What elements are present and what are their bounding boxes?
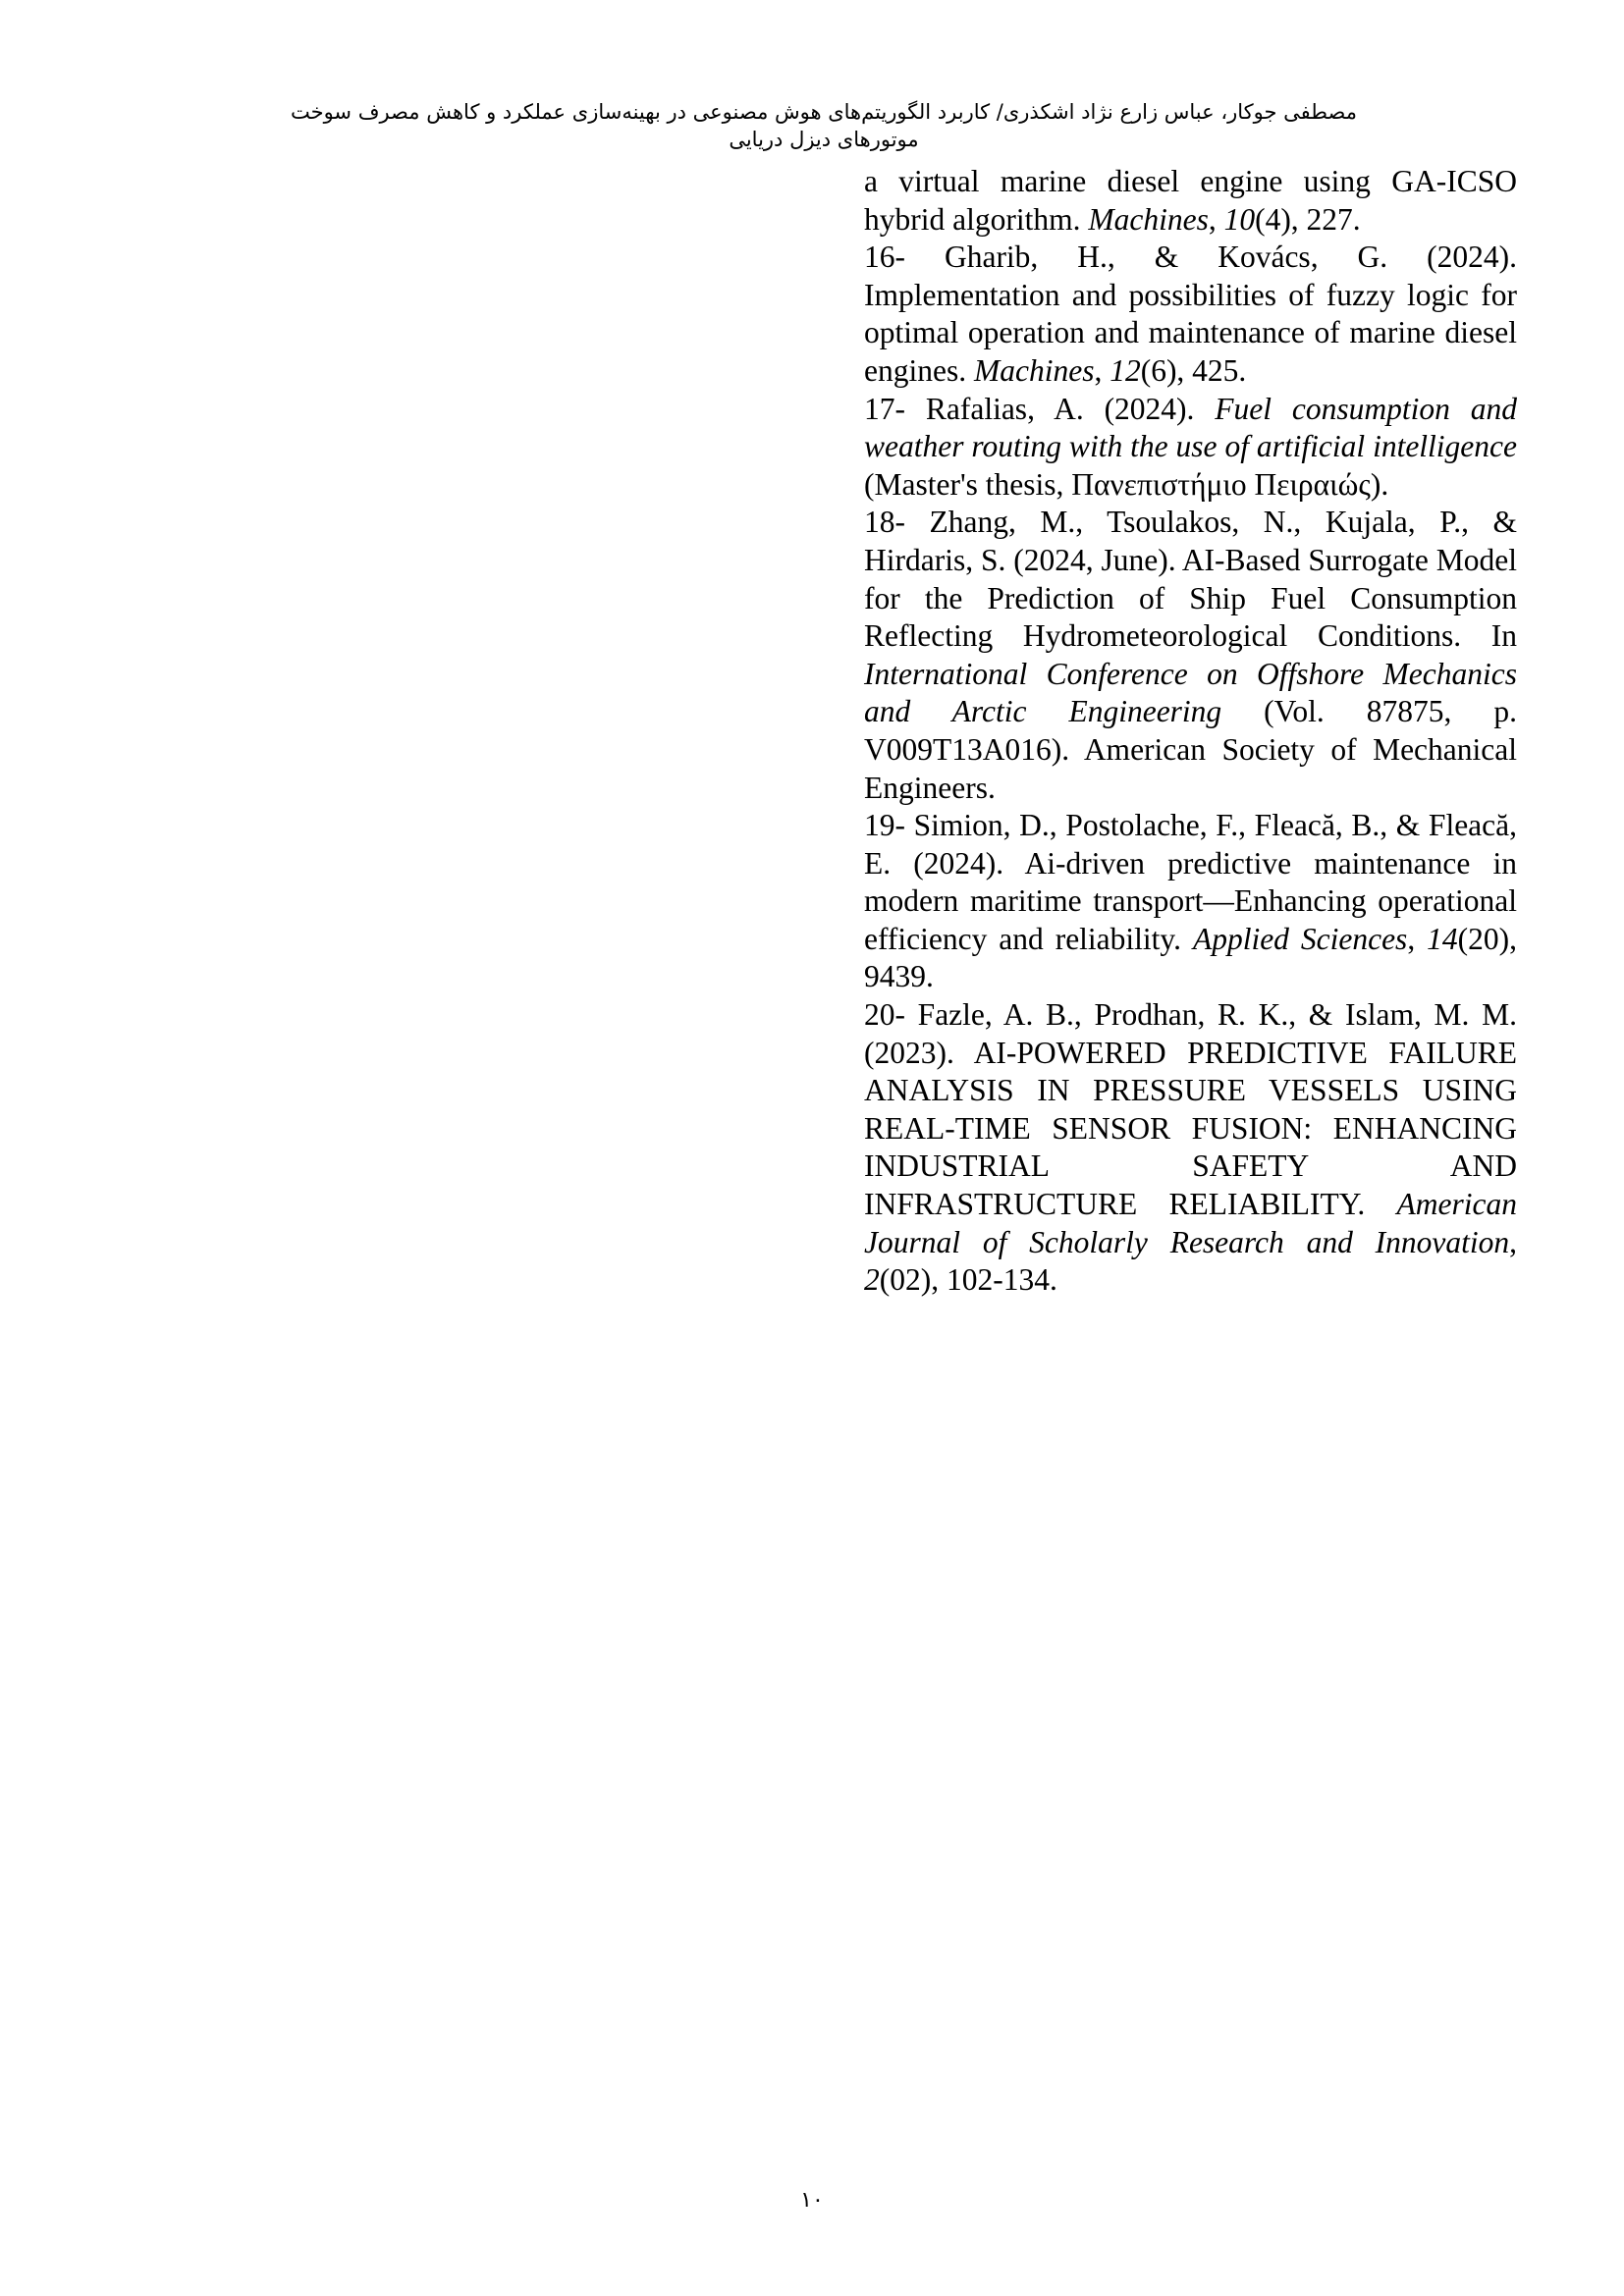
journal-name: Applied Sciences <box>1192 921 1408 956</box>
reference-item-20 <box>864 996 1517 1300</box>
reference-item-19 <box>864 807 1517 996</box>
reference-item-17 <box>864 391 1517 505</box>
reference-text: 16- Gharib, H., & Kovács, G. (2024). Implementation and possibilities of fuzzy logic for optimal operation and maintenance of marine diesel engines. <box>864 240 1517 388</box>
volume-number: 2 <box>864 1262 880 1298</box>
references-list <box>864 163 1517 1300</box>
reference-item-16 <box>864 239 1517 390</box>
header-divider <box>265 137 1382 138</box>
volume-number: 12 <box>1110 352 1141 388</box>
page-number: ١٠ <box>800 2188 824 2213</box>
issue-pages: (20), 9439. <box>864 921 1517 994</box>
journal-name: Machines <box>973 352 1095 388</box>
issue-pages: (02), 102-134. <box>879 1262 1057 1298</box>
conference-name: International Conference on Offshore Mechanics and Arctic Engineering <box>864 656 1517 729</box>
reference-text: 19- Simion, D., Postolache, F., Fleacă, B., & Fleacă, E. (2024). Ai-driven predictive maintenance in modern maritime transport—Enhancing operational efficiency and reliability. <box>864 808 1517 956</box>
reference-item-18 <box>864 504 1517 807</box>
journal-name: Machines <box>1088 201 1209 237</box>
separator: , <box>1094 352 1110 388</box>
separator: , <box>1407 921 1428 956</box>
journal-name: American Journal of Scholarly Research and Innovation <box>864 1187 1517 1259</box>
separator: , <box>1509 1224 1517 1259</box>
reference-item-15-continued <box>864 163 1517 239</box>
thesis-details: (Master's thesis, Πανεπιστήμιο Πειραιώς). <box>864 466 1389 502</box>
reference-authors: 17- Rafalias, A. (2024). <box>864 391 1216 426</box>
publication-details: (Vol. 87875, p. V009T13A016). American Society of Mechanical Engineers. <box>864 694 1517 805</box>
volume-number: 14 <box>1427 921 1458 956</box>
reference-text: 18- Zhang, M., Tsoulakos, N., Kujala, P., & Hirdaris, S. (2024, June). AI-Based Surrogate Model for the Prediction of Ship Fuel Consumption Reflecting Hydrometeorological Conditions. In <box>864 505 1517 654</box>
reference-text: a virtual marine diesel engine using GA-ICSO hybrid algorithm. <box>864 164 1517 237</box>
volume-number: 10 <box>1223 201 1256 237</box>
issue-pages: (4), 227. <box>1255 201 1361 237</box>
thesis-title: Fuel consumption and weather routing with the use of artificial intelligence <box>864 391 1518 464</box>
reference-text: 20- Fazle, A. B., Prodhan, R. K., & Islam, M. M. (2023). AI-POWERED PREDICTIVE FAILURE ANALYSIS IN PRESSURE VESSELS USING REAL-TIME SENSOR FUSION: ENHANCING INDUSTRIAL SAFETY AND INFRASTRUCTURE RELIABILITY. <box>864 997 1517 1222</box>
running-header: مصطفی جوکار، عباس زارع نژاد اشکذری/ کاربرد الگوریتم‌های هوش مصنوعی در بهینه‌سازی عملکرد و کاهش مصرف سوخت موتورهای دیزل دریایی <box>290 100 1357 151</box>
issue-pages: (6), 425. <box>1140 352 1247 388</box>
separator: , <box>1208 201 1224 237</box>
